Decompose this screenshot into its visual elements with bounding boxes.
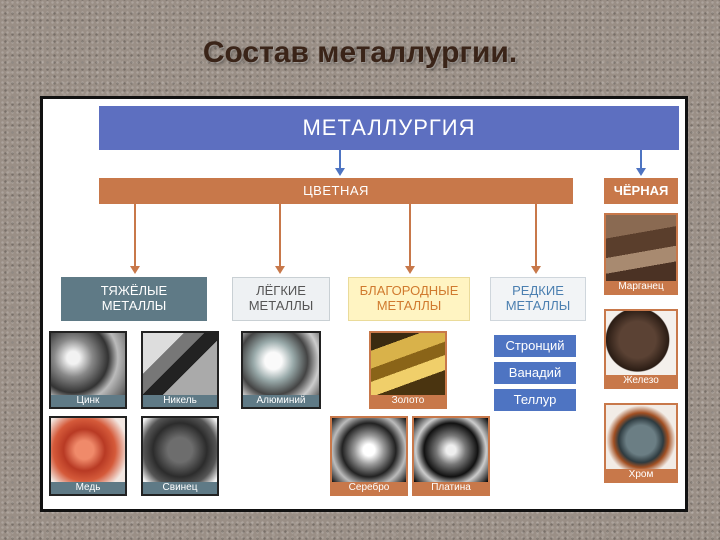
metal-tile-iron [604,309,678,389]
branch-ferrous: ЧЁРНАЯ [604,178,678,204]
chrome-image [606,405,676,469]
rare-metal-vanadium: Ванадий [494,362,576,384]
copper-image [51,418,125,482]
metal-tile-chrome [604,403,678,483]
metal-label: Серебро [332,482,406,494]
metal-label: Хром [606,469,676,481]
category-noble-metals: БЛАГОРОДНЫЕ МЕТАЛЛЫ [348,277,470,321]
category-light-metals: ЛЁГКИЕ МЕТАЛЛЫ [232,277,330,321]
metal-label: Платина [414,482,488,494]
metal-tile-gold [369,331,447,409]
rare-metal-tellurium: Теллур [494,389,576,411]
metal-label: Цинк [51,395,125,407]
silver-image [332,418,406,482]
platinum-image [414,418,488,482]
gold-image [371,333,445,395]
metal-label: Марганец [606,281,676,293]
metal-label: Свинец [143,482,217,494]
metal-tile-zinc [49,331,127,409]
category-rare-metals: РЕДКИЕ МЕТАЛЛЫ [490,277,586,321]
root-node-metallurgy: МЕТАЛЛУРГИЯ [99,106,679,150]
metal-tile-lead [141,416,219,496]
arrow-root-to-ferrous [640,150,642,170]
aluminium-image [243,333,319,395]
metal-tile-platinum [412,416,490,496]
arrow-head [275,266,285,274]
arrow-head [636,168,646,176]
arrow-head [531,266,541,274]
rare-metal-strontium: Стронций [494,335,576,357]
metallurgy-diagram [40,96,688,512]
page-title: Состав металлургии. [202,36,518,69]
arrow-head [130,266,140,274]
metal-label: Алюминий [243,395,319,407]
arrow-root-to-nonferrous [339,150,341,170]
arrow-head [405,266,415,274]
metal-tile-silver [330,416,408,496]
metal-label: Железо [606,375,676,387]
metal-label: Золото [371,395,445,407]
zinc-image [51,333,125,395]
arrow-to-light [279,204,281,268]
nickel-image [143,333,217,395]
iron-image [606,311,676,375]
branch-nonferrous: ЦВЕТНАЯ [99,178,573,204]
metal-tile-aluminium [241,331,321,409]
metal-tile-copper [49,416,127,496]
arrow-to-noble [409,204,411,268]
metal-tile-nickel [141,331,219,409]
metal-label: Никель [143,395,217,407]
metal-label: Медь [51,482,125,494]
lead-image [143,418,217,482]
category-heavy-metals: ТЯЖЁЛЫЕ МЕТАЛЛЫ [61,277,207,321]
manganese-image [606,215,676,281]
arrow-to-heavy [134,204,136,268]
metal-tile-manganese [604,213,678,295]
arrow-head [335,168,345,176]
arrow-to-rare [535,204,537,268]
